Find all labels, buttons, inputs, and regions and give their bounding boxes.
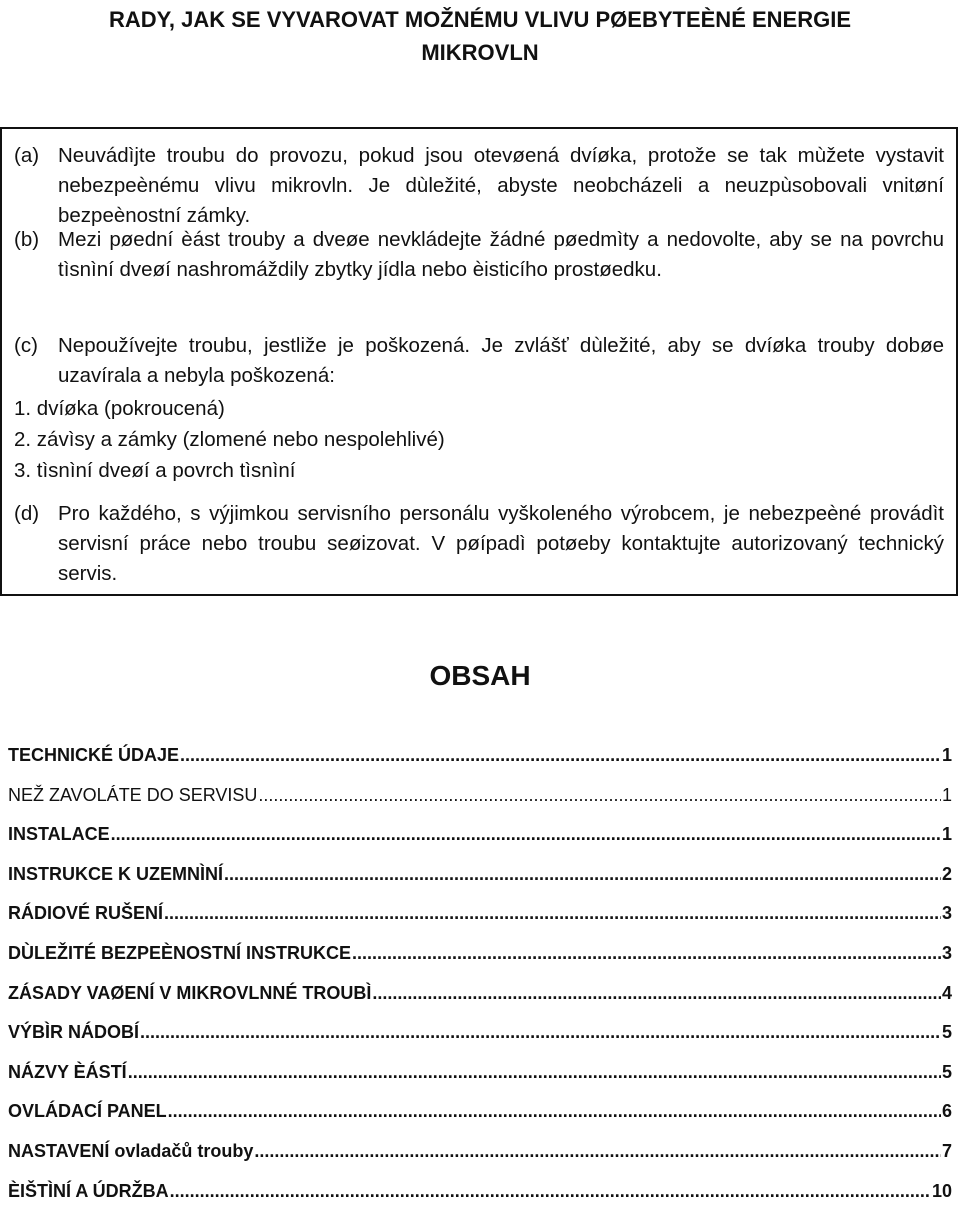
toc-entry-title: RÁDIOVÉ RUŠENÍ [8, 903, 164, 924]
toc-leader-dots [164, 903, 941, 924]
toc-leader-dots [258, 785, 941, 806]
warning-b-text: Mezi pøední èást trouby a dveøe nevkládejte žádné pøedmìty a nedovolte, aby se na povrchu tìsnìní dveøí nashromáždily zbytky jídla nebo èisticího prostøedku. [58, 228, 944, 281]
toc-entry[interactable] [8, 903, 952, 943]
toc-leader-dots [168, 1101, 941, 1122]
page-title-line-2: MIKROVLN [421, 40, 539, 65]
warning-c [14, 331, 944, 391]
page-title-line-1: RADY, JAK SE VYVAROVAT MOŽNÉMU VLIVU PØEBYTEÈNÉ ENERGIE [109, 7, 851, 32]
toc-entry[interactable] [8, 1181, 952, 1220]
toc-entry-title: NEŽ ZAVOLÁTE DO SERVISU [8, 784, 258, 805]
toc-entry-page: 1 [941, 784, 952, 805]
toc-entry-page: 2 [941, 863, 952, 884]
toc-leader-dots [111, 824, 941, 845]
toc-entry-page: 1 [941, 824, 952, 845]
toc-entry-page: 1 [941, 745, 952, 765]
toc-entry-title: ÈIŠTÌNÍ A ÚDRŽBA [8, 1180, 169, 1201]
toc-leader-dots [352, 943, 941, 964]
damage-list-item: 3. tìsnìní dveøí a povrch tìsnìní [14, 459, 296, 482]
toc-entry-title: VÝBÌR NÁDOBÍ [8, 1022, 140, 1043]
toc-leader-dots [140, 1022, 941, 1043]
toc-entry-title: ZÁSADY VAØENÍ V MIKROVLNNÉ TROUBÌ [8, 982, 372, 1003]
toc-entry-title: NÁZVY ÈÁSTÍ [8, 1061, 127, 1082]
toc-entry-page: 6 [941, 1101, 952, 1122]
toc-leader-dots [170, 1181, 931, 1202]
toc-leader-dots [180, 745, 941, 766]
toc-entry-page: 5 [941, 1061, 952, 1082]
warning-c-label: (c) [14, 334, 38, 357]
toc-entry[interactable] [8, 864, 952, 904]
toc-entry-title: NASTAVENÍ ovladačů trouby [8, 1140, 254, 1161]
toc-heading: OBSAH [429, 660, 531, 691]
toc-entry-page: 3 [941, 942, 952, 963]
toc-leader-dots [224, 864, 941, 885]
toc-entry-title: TECHNICKÉ ÚDAJE [8, 745, 180, 765]
warning-d [14, 499, 944, 589]
warning-c-text: Nepoužívejte troubu, jestliže je poškozená. Je zvlášť dùležité, aby se dvíøka trouby dobøe uzavírala a nebyla poškozená: [58, 334, 944, 387]
toc-entry[interactable] [8, 983, 952, 1023]
damage-list-item: 2. závìsy a zámky (zlomené nebo nespolehlivé) [14, 428, 445, 451]
toc-entry[interactable] [8, 745, 952, 785]
toc-entry-page: 4 [941, 982, 952, 1003]
toc-entry[interactable] [8, 1101, 952, 1141]
warning-a [14, 141, 944, 231]
damage-list-item: 1. dvíøka (pokroucená) [14, 397, 225, 420]
toc-entry[interactable] [8, 943, 952, 983]
toc-entry[interactable] [8, 1062, 952, 1102]
toc-leader-dots [128, 1062, 941, 1083]
toc-entry-page: 3 [941, 903, 952, 924]
table-of-contents [8, 745, 952, 1220]
toc-leader-dots [254, 1141, 941, 1162]
page-title [0, 3, 960, 69]
toc-entry[interactable] [8, 1141, 952, 1181]
toc-entry[interactable] [8, 1022, 952, 1062]
toc-leader-dots [372, 983, 941, 1004]
toc-entry-page: 5 [941, 1022, 952, 1043]
toc-entry-title: INSTALACE [8, 824, 110, 845]
toc-entry-title: DÙLEŽITÉ BEZPEÈNOSTNÍ INSTRUKCE [8, 942, 352, 963]
toc-entry-title: OVLÁDACÍ PANEL [8, 1101, 167, 1122]
warning-d-text: Pro každého, s výjimkou servisního personálu vyškoleného výrobcem, je nebezpeèné provádìt servisní práce nebo troubu seøizovat. V pøípadì potøeby kontaktujte autorizovaný technický servis. [58, 502, 944, 585]
warning-a-text: Neuvádìjte troubu do provozu, pokud jsou otevøená dvíøka, protože se tak mùžete vystavit nebezpeènému vlivu mikrovln. Je dùležité, abyste neobcházeli a neuzpùsobovali vnitøní bezpeènostní zámky. [58, 144, 944, 227]
toc-entry-page: 7 [941, 1140, 952, 1161]
toc-entry[interactable] [8, 785, 952, 825]
toc-entry-title: INSTRUKCE K UZEMNÌNÍ [8, 863, 223, 884]
toc-entry[interactable] [8, 824, 952, 864]
safety-warnings-box [0, 127, 958, 596]
warning-a-label: (a) [14, 144, 40, 167]
toc-entry-page: 10 [931, 1180, 952, 1201]
warning-b [14, 225, 944, 285]
warning-d-label: (d) [14, 502, 40, 525]
warning-b-label: (b) [14, 228, 40, 251]
